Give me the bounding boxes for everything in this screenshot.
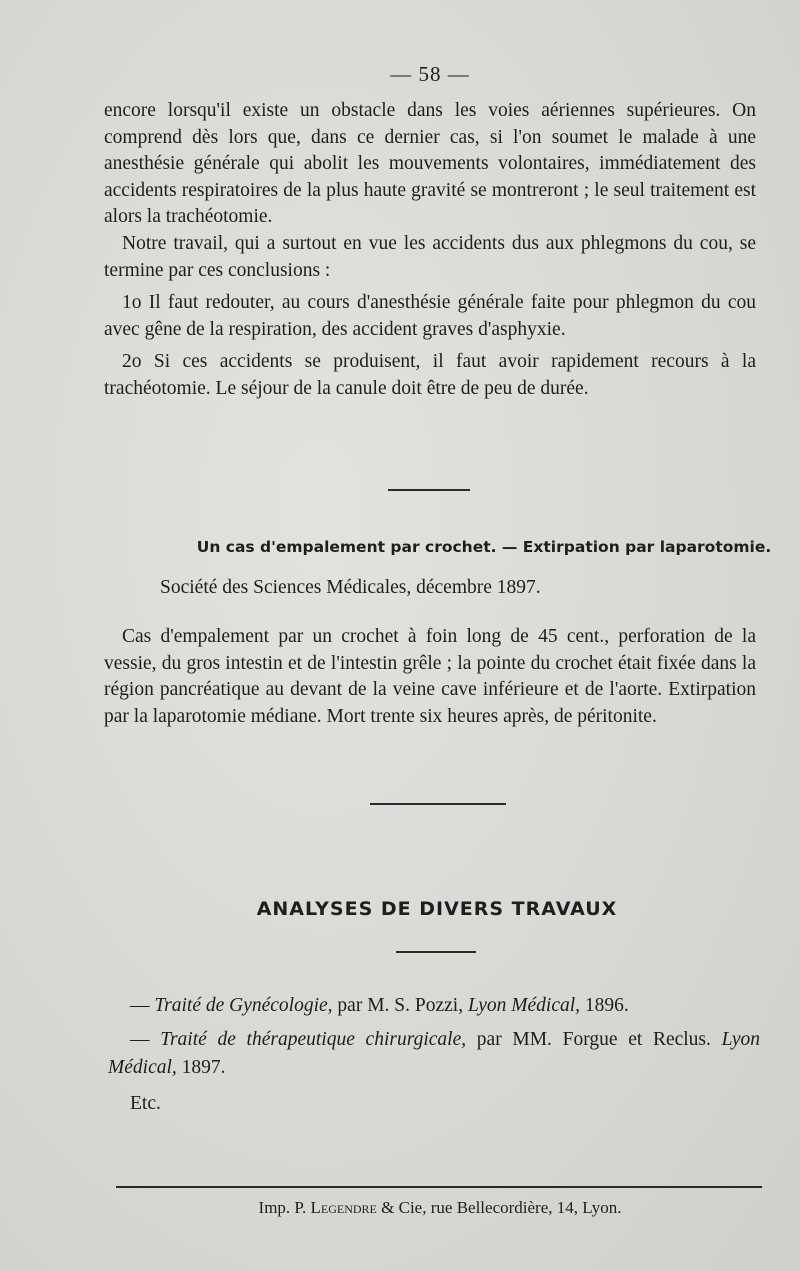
journal-name: Lyon Médical, [108, 1029, 761, 1078]
analysis-item: — Traité de thérapeutique chirurgicale, par MM. Forgue et Reclus. Lyon Médical, 1897. [108, 1029, 761, 1078]
article-body: Cas d'empalement par un crochet à foin long de 45 cent., perforation de la vessie, du gros intestin et de l'intestin grêle ; la pointe du crochet était fixée dans la région pancréatique au devant de la veine cave inférieure et de l'aorte. Extirpation par la laparotomie médiane. Mort trente six heures après, de péritonite. [104, 626, 756, 727]
conclusion-1: 1o Il faut redouter, au cours d'anesthésie générale faite pour phlegmon du cou avec gêne de la respiration, des accident graves d'asphyxie. [104, 292, 756, 340]
article-title: Un cas d'empalement par crochet. — Extirpation par laparotomie. [196, 538, 772, 556]
section-divider-2 [370, 803, 506, 805]
body-text [104, 98, 756, 403]
analyses-etc: Etc. [130, 1093, 161, 1114]
paragraph-continuation: encore lorsqu'il existe un obstacle dans les voies aériennes supérieures. On comprend dès lors que, dans ce dernier cas, si l'on soumet le malade à une anesthésie générale qui abolit les mouvements volontaires, immédiatement des accidents respiratoires de la plus haute gravité se montreront ; le seul traitement est alors la trachéotomie. [104, 100, 756, 228]
footer-rule [116, 1186, 762, 1188]
analyses-title: ANALYSES DE DIVERS TRAVAUX [256, 898, 618, 920]
analysis-item: — Traité de Gynécologie, par M. S. Pozzi, Lyon Médical, 1896. [130, 995, 629, 1016]
printer-name: Legendre [310, 1198, 377, 1217]
company: Cie [398, 1198, 423, 1217]
conclusion-2: 2o Si ces accidents se produisent, il faut avoir rapidement recours à la trachéotomie. Le séjour de la canule doit être de peu de durée. [104, 351, 756, 399]
paragraph-conclusions-intro: Notre travail, qui a surtout en vue les accidents dus aux phlegmons du cou, se termine par ces conclusions : [104, 232, 756, 281]
journal-name: Lyon Médical, [467, 995, 581, 1016]
title-underline [396, 951, 476, 953]
analyses-list [108, 992, 760, 1118]
page-number: — 58 — [390, 62, 470, 86]
printer-address: , rue Bellecordière, 14, Lyon. [422, 1198, 622, 1217]
section-divider [388, 489, 470, 491]
printer-imprint: Imp. P. Legendre & Cie, rue Bellecordière, 14, Lyon. [258, 1198, 622, 1217]
article-source: Société des Sciences Médicales, décembre 1897. [160, 577, 541, 598]
work-title: Traité de thérapeutique chirurgicale, [160, 1029, 467, 1050]
work-title: Traité de Gynécologie, [154, 995, 333, 1016]
article-body-block [104, 624, 756, 730]
